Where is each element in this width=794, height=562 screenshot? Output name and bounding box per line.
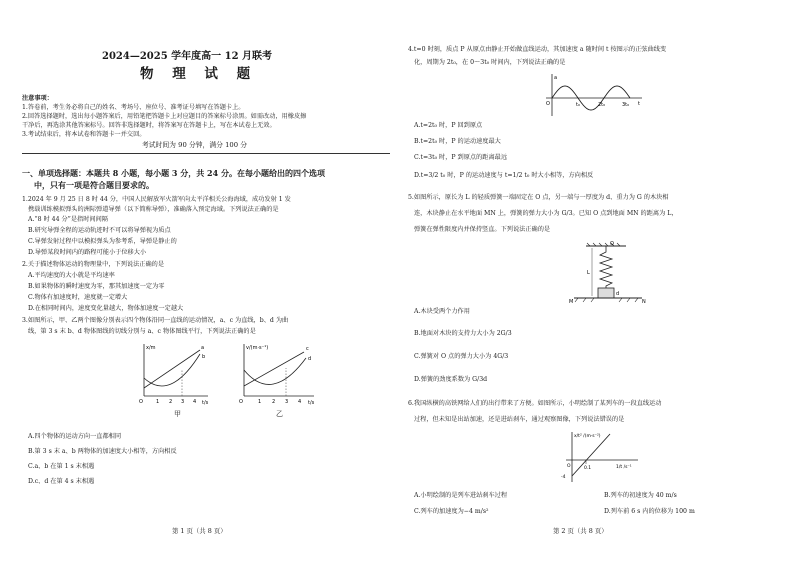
question-2-option: A.平均速度的大小就是平均速率 — [28, 272, 115, 279]
tick-label: 1 — [156, 399, 160, 405]
question-1-option: A.“8 时 44 分”是指时间间隔 — [28, 216, 108, 223]
tick-label: t₀ — [576, 102, 580, 108]
question-3-line: 线，第 3 s 末 b、d 物体图线的切线分别与 a、c 物体图线平行，下列说法正确的是 — [28, 328, 256, 335]
tick-label: 2 — [272, 399, 276, 405]
origin-label: O — [546, 101, 550, 107]
figure-jia-caption: 甲 — [174, 410, 181, 418]
tick-label: 2t₀ — [598, 102, 606, 108]
spring — [600, 246, 612, 288]
question-3-option: D.c、d 在第 4 s 末相遇 — [28, 478, 95, 485]
question-4-line: 4.t=0 时刻，质点 P 从原点由静止开始做直线运动，其加速度 a 随时间 t 按图示的正弦曲线变 — [408, 46, 667, 53]
curve-b — [144, 354, 200, 386]
question-1-option: C.导弹发射过程中以模拟弹头为参考系，导弹是静止的 — [28, 238, 177, 245]
question-4-sine-graph — [538, 72, 648, 118]
tick-label: O — [139, 399, 143, 405]
tick-label: 3 — [285, 399, 289, 405]
line-label: c — [306, 346, 309, 352]
section-heading-cont: 中，只有一项是符合题目要求的。 — [34, 180, 154, 190]
mark-label: -4 — [561, 475, 566, 480]
question-6-option: D.列车前 6 s 内的位移为 100 m — [604, 508, 695, 515]
line-label: b — [202, 354, 206, 360]
question-6-option: A.小明绘制的是列车进站刹车过程 — [414, 492, 508, 499]
y-label: x/t² /(m·s⁻²) — [574, 434, 601, 439]
divider — [22, 153, 390, 154]
tick-label: 4 — [193, 399, 197, 405]
question-3-option: A.四个物体的运动方向一直都相同 — [28, 433, 122, 440]
question-6-option: B.列车的初速度为 40 m/s — [604, 492, 677, 499]
question-1-option: D.导弹某段时间内的路程可能小于位移大小 — [28, 249, 147, 256]
question-4-option: C.t=3t₀ 时，P 到原点的距离最远 — [414, 154, 508, 161]
ground-hatch — [575, 298, 638, 302]
question-3-option: C.a、b 在第 1 s 末相遇 — [28, 463, 95, 470]
wood-block — [598, 288, 614, 298]
question-1-option: B.研究导弹全程的运动轨迹时不可以将导弹视为质点 — [28, 227, 171, 234]
question-4-option: B.t=2t₀ 时，P 的运动速度最大 — [414, 138, 501, 145]
question-5-line: 5.如图所示，原长为 L 的轻质弹簧一端固定在 O 点，另一端与一厚度为 d、重力为 G 的木块相 — [408, 194, 669, 201]
section-heading: 一、单项选择题：本题共 8 小题，每小题 3 分，共 24 分。在每小题给出的四个选项 — [22, 168, 325, 178]
notice-line: 1.答卷前，考生务必将自己的姓名、考场号、座位号、准考证号填写在答题卡上。 — [22, 104, 245, 111]
question-4-option: A.t=2t₀ 时，P 回到原点 — [414, 122, 483, 129]
figure-yi-caption: 乙 — [276, 410, 283, 418]
question-5-option: A.木块受两个力作用 — [414, 308, 470, 315]
question-2-option: C.物体有加速度时，速度就一定增大 — [28, 294, 128, 301]
y-label: v/(m·s⁻¹) — [246, 345, 269, 351]
notice-heading: 注意事项： — [22, 95, 53, 102]
notice-line: 2.回答选择题时，选出每小题答案后，用铅笔把答题卡上对应题目的答案标号涂黑。如需改动，用橡皮擦 — [22, 113, 307, 120]
tick-label: 1 — [258, 399, 262, 405]
tick-label: 3t₀ — [622, 102, 630, 108]
notice-line: 3.考试结束后，将本试卷和答题卡一并交回。 — [22, 131, 146, 138]
question-5-option: D.弹簧的劲度系数为 G/3d — [414, 376, 488, 383]
question-5-line: 弹簧在弹性限度内并保持竖直。下列说法正确的是 — [414, 226, 551, 233]
exam-title: 2024—2025 学年度高一 12 月联考 — [102, 51, 273, 62]
point-n-label: N — [642, 299, 646, 305]
question-3-option: B.第 3 s 末 a、b 两物体的加速度大小相等，方向相反 — [28, 448, 177, 455]
question-5-option: C.弹簧对 O 点的弹力大小为 4G/3 — [414, 353, 509, 360]
x-label: t/s — [308, 400, 315, 406]
question-6-line: 6.我国纵横的高铁网给人们的出行带来了方便。如图所示，小明绘制了某列车的一段直线运动 — [408, 400, 662, 407]
line-c — [244, 352, 304, 386]
x-label: t — [638, 101, 640, 107]
x-label: t/s — [202, 400, 209, 406]
page-footer: 第 1 页（共 8 页） — [172, 527, 227, 535]
question-6-graph — [558, 428, 646, 484]
tick-label: 4 — [298, 399, 302, 405]
exam-subject: 物 理 试 题 — [140, 66, 258, 82]
question-5-line: 连，木块静止在水平地面 MN 上，弹簧的弹力大小为 G/3。已知 O 点到地面 MN 的距离为 L， — [414, 210, 678, 217]
tick-label: O — [239, 399, 243, 405]
length-l-label: L — [587, 270, 590, 276]
mark-label: 0.1 — [584, 466, 592, 471]
question-5-option: B.地面对木块的支持力大小为 2G/3 — [414, 330, 512, 337]
question-2-option: B.如果物体的瞬时速度为零，那其加速度一定为零 — [28, 283, 165, 290]
y-label: x/m — [146, 345, 156, 351]
thickness-d-label: d — [616, 291, 620, 297]
line-label: a — [201, 345, 205, 351]
tick-label: 3 — [181, 399, 185, 405]
question-2-option: D.在相同时间内，速度变化量越大，物体加速度一定越大 — [28, 305, 184, 312]
figure-jia-graph — [132, 340, 212, 408]
question-1-line: 1.2024 年 9 月 25 日 8 时 44 分，中国人民解放军火箭军向太平洋相关公海海域，成功发射 1 发 — [22, 196, 291, 203]
exam-page-1 — [22, 0, 390, 562]
question-3-line: 3.如图所示，甲、乙两个图像分别表示四个物体沿同一直线的运动情况，a、c 为直线，b、d 为曲 — [22, 317, 289, 324]
question-4-option: D.t=3/2 t₀ 时，P 的运动速度与 t=1/2 t₀ 时大小相等，方向相反 — [414, 172, 594, 179]
line-a — [144, 350, 200, 388]
page-footer: 第 2 页（共 8 页） — [553, 527, 608, 535]
time-note: 考试时间为 90 分钟，满分 100 分 — [142, 141, 248, 149]
exam-page-2 — [408, 0, 778, 562]
y-label: a — [554, 75, 558, 81]
line-label: d — [308, 356, 312, 362]
question-4-line: 化，周期为 2t₀，在 0～3t₀ 时间内，下列说法正确的是 — [414, 59, 566, 66]
question-6-line: 过程，但未知是出站加速，还是进站刹车，通过观察图像，下列说法错误的是 — [414, 416, 625, 423]
tick-label: 2 — [169, 399, 173, 405]
x-label: 1/t /s⁻¹ — [616, 465, 632, 470]
question-6-option: C.列车的加速度为−4 m/s² — [414, 508, 489, 515]
question-5-spring-figure — [568, 240, 648, 306]
question-1-line: 携载训练模拟弹头的洲际弹道导弹（以下简称导弹），准确落入预定海域。下列说法正确的是 — [28, 206, 279, 213]
point-m-label: M — [569, 299, 574, 305]
question-2-line: 2.关于描述物体运动的物理量中，下列说法正确的是 — [22, 261, 165, 268]
figure-yi-graph — [232, 340, 322, 408]
notice-line: 干净后，再选涂其他答案标号。回答非选择题时，将答案写在答题卡上，写在本试卷上无效。 — [22, 122, 276, 129]
point-o-label: O — [610, 241, 614, 247]
origin-label: O — [567, 464, 571, 469]
